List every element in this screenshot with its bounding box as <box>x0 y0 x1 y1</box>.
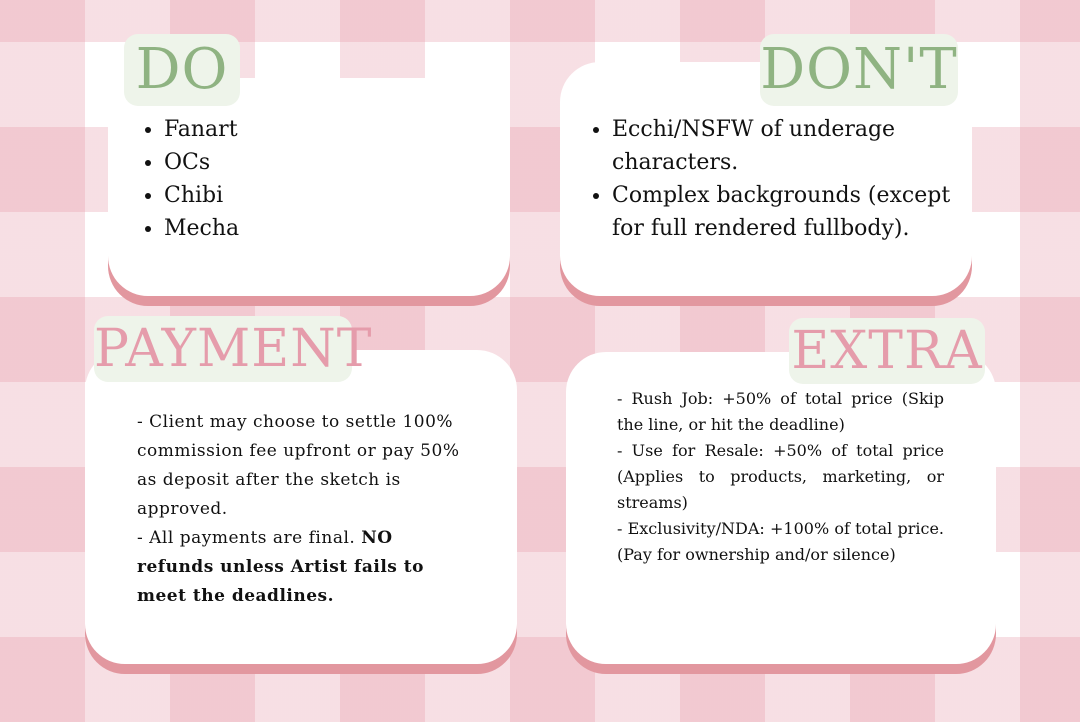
do-list <box>142 113 504 245</box>
dont-list <box>590 113 982 245</box>
payment-line-1: - Client may choose to settle 100% commission fee upfront or pay 50% as deposit after the sketch is approved. <box>137 412 460 519</box>
payment-text <box>137 408 467 611</box>
dont-item-backgrounds: • Complex backgrounds (except for full rendered fullbody). <box>612 179 982 245</box>
extra-text <box>617 386 944 568</box>
do-item-mecha: • Mecha <box>164 212 504 245</box>
do-item-ocs: • OCs <box>164 146 504 179</box>
do-item-fanart: • Fanart <box>164 113 504 146</box>
do-item-chibi: • Chibi <box>164 179 504 212</box>
payment-no-refunds: NO refunds unless Artist fails to meet the deadlines. <box>137 528 424 606</box>
payment-heading: PAYMENT <box>94 316 352 382</box>
extra-rush-job: - Rush Job: +50% of total price (Skip the line, or hit the deadline) <box>617 389 944 434</box>
extra-resale: - Use for Resale: +50% of total price (Applies to products, marketing, or streams) <box>617 441 944 512</box>
dont-heading: DON'T <box>760 34 958 106</box>
extra-heading: EXTRA <box>789 318 985 384</box>
dont-item-underage: • Ecchi/NSFW of underage characters. <box>612 113 982 179</box>
extra-exclusivity: - Exclusivity/NDA: +100% of total price. (Pay for ownership and/or silence) <box>617 519 944 564</box>
do-heading: DO <box>124 34 240 106</box>
payment-line-2: - All payments are final. <box>137 528 362 548</box>
